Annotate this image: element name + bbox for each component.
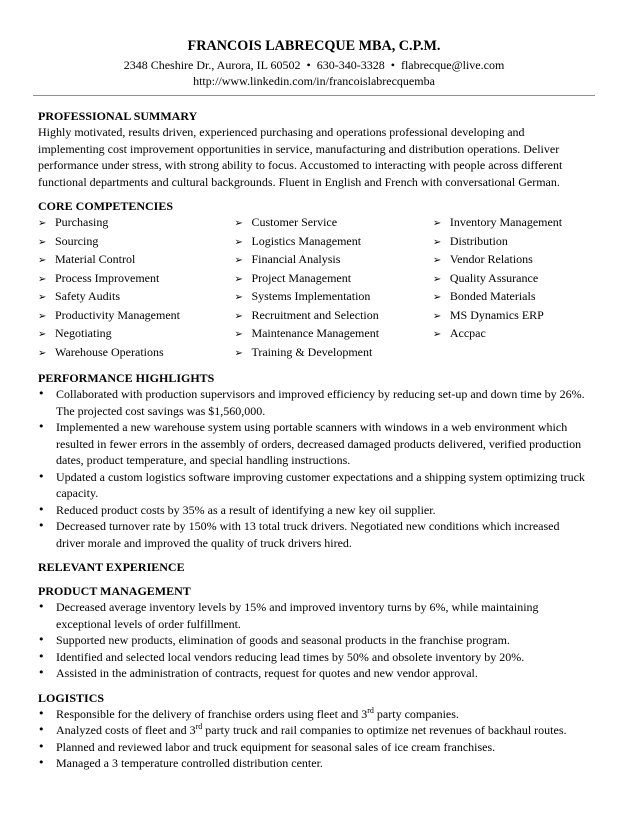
bullet-icon: • bbox=[38, 387, 45, 400]
bullet-icon: • bbox=[38, 502, 45, 516]
competency-item bbox=[234, 307, 432, 326]
list-item-text: Implemented a new warehouse system using portable scanners with windows in a web environment which resulted in fewer errors in the assembly of orders, decreased damaged products delivered, verified production dates, product temperature, and special handling instructions. bbox=[56, 420, 582, 467]
competencies-column-3 bbox=[433, 214, 590, 362]
arrow-bullet-icon: ➢ bbox=[234, 292, 243, 303]
list-item bbox=[38, 386, 590, 419]
competency-label: MS Dynamics ERP bbox=[449, 307, 544, 322]
bullet-icon: • bbox=[38, 666, 45, 679]
competency-item bbox=[234, 270, 432, 289]
competency-item bbox=[433, 307, 590, 326]
arrow-bullet-icon: ➢ bbox=[432, 218, 442, 229]
competency-label: Training & Development bbox=[251, 344, 373, 359]
arrow-bullet-icon: ➢ bbox=[432, 255, 442, 266]
competencies-column-1 bbox=[38, 214, 234, 362]
product-management-list bbox=[38, 599, 590, 682]
arrow-bullet-icon: ➢ bbox=[432, 273, 442, 285]
competency-item bbox=[38, 233, 234, 252]
list-item-text: Decreased average inventory levels by 15% and improved inventory turns by 6%, while maintaining exceptional levels of order fulfillment. bbox=[56, 600, 539, 631]
arrow-bullet-icon: ➢ bbox=[38, 255, 47, 266]
competencies-grid bbox=[38, 214, 590, 362]
arrow-bullet-icon: ➢ bbox=[234, 329, 243, 340]
competency-label: Project Management bbox=[251, 270, 352, 285]
section-title-experience: RELEVANT EXPERIENCE bbox=[38, 560, 185, 574]
resume-header bbox=[38, 37, 590, 89]
competency-item bbox=[234, 233, 432, 252]
competency-item bbox=[38, 270, 234, 289]
competency-label: Accpac bbox=[449, 326, 486, 340]
separator-dot: • bbox=[306, 58, 311, 72]
arrow-bullet-icon: ➢ bbox=[38, 292, 47, 303]
arrow-bullet-icon: ➢ bbox=[38, 218, 47, 229]
list-item bbox=[38, 469, 590, 502]
competency-item bbox=[38, 214, 234, 233]
subsection-title-logistics: LOGISTICS bbox=[38, 690, 105, 705]
arrow-bullet-icon: ➢ bbox=[38, 329, 47, 340]
competency-item bbox=[234, 288, 432, 307]
section-title-summary: PROFESSIONAL SUMMARY bbox=[38, 109, 198, 123]
competency-item bbox=[38, 325, 234, 344]
arrow-bullet-icon: ➢ bbox=[234, 255, 243, 266]
competency-label: Systems Implementation bbox=[251, 289, 371, 303]
list-item bbox=[38, 632, 590, 649]
competency-label: Logistics Management bbox=[251, 233, 362, 248]
bullet-icon: • bbox=[38, 706, 45, 720]
bullet-icon: • bbox=[38, 519, 45, 532]
list-item-text: Collaborated with production supervisors and improved efficiency by reducing set-up and down time by 26%. The projected cost savings was $1,560,000. bbox=[56, 387, 585, 418]
competency-item bbox=[38, 288, 234, 307]
list-item bbox=[38, 419, 590, 469]
linkedin-link[interactable]: http://www.linkedin.com/in/francoislabrecquemba bbox=[193, 74, 435, 88]
competency-label: Process Improvement bbox=[55, 270, 160, 285]
competency-item bbox=[234, 344, 432, 363]
competency-item bbox=[38, 251, 234, 270]
arrow-bullet-icon: ➢ bbox=[38, 347, 47, 359]
competency-label: Inventory Management bbox=[449, 215, 563, 229]
list-item: • Responsible for the delivery of franchise orders using fleet and 3rd party companies. bbox=[38, 705, 459, 721]
logistics-list bbox=[38, 706, 590, 772]
competency-label: Vendor Relations bbox=[449, 252, 533, 266]
competency-label: Negotiating bbox=[55, 326, 112, 340]
bullet-icon: • bbox=[38, 649, 45, 663]
competency-label: Quality Assurance bbox=[449, 270, 539, 285]
competency-item bbox=[433, 214, 590, 233]
arrow-bullet-icon: ➢ bbox=[38, 310, 47, 322]
arrow-bullet-icon: ➢ bbox=[234, 310, 243, 322]
list-item: • Planned and reviewed labor and truck equipment for seasonal sales of ice cream franchises. bbox=[38, 739, 496, 754]
list-item bbox=[38, 502, 590, 519]
competency-label: Bonded Materials bbox=[449, 289, 536, 303]
competency-item bbox=[234, 214, 432, 233]
arrow-bullet-icon: ➢ bbox=[234, 236, 243, 248]
summary-text: Highly motivated, results driven, experienced purchasing and operations professional developing and implementing cost improvement opportunities in service, manufacturing and distribution operations. Deliver performance under stress, with strong ability to focus. Accustomed to interacting with people across different functional departments and cultural backgrounds. Fluent in English and French with conversational German. bbox=[38, 125, 563, 189]
bullet-icon: • bbox=[38, 633, 45, 646]
arrow-bullet-icon: ➢ bbox=[432, 329, 442, 340]
competency-label: Material Control bbox=[55, 252, 136, 266]
competency-item bbox=[433, 325, 590, 344]
list-item bbox=[38, 599, 590, 632]
list-item bbox=[38, 518, 590, 551]
competency-label: Recruitment and Selection bbox=[251, 307, 379, 322]
arrow-bullet-icon: ➢ bbox=[432, 310, 442, 322]
competency-label: Maintenance Management bbox=[251, 326, 380, 340]
competency-label: Purchasing bbox=[55, 215, 109, 229]
bullet-icon: • bbox=[38, 739, 45, 753]
list-item-text: Supported new products, elimination of goods and seasonal products in the franchise program. bbox=[56, 633, 510, 647]
arrow-bullet-icon: ➢ bbox=[234, 347, 243, 359]
list-item bbox=[38, 649, 590, 666]
competency-label: Sourcing bbox=[55, 233, 99, 248]
bullet-icon: • bbox=[38, 469, 45, 483]
section-title-competencies: CORE COMPETENCIES bbox=[38, 199, 174, 213]
bullet-icon: • bbox=[38, 723, 45, 736]
arrow-bullet-icon: ➢ bbox=[432, 236, 442, 248]
competency-item bbox=[433, 270, 590, 289]
subsection-title-product-management: PRODUCT MANAGEMENT bbox=[38, 584, 191, 598]
section-title-highlights: PERFORMANCE HIGHLIGHTS bbox=[38, 371, 215, 385]
candidate-name: FRANCOIS LABRECQUE MBA, C.P.M. bbox=[187, 38, 441, 54]
list-item: • Managed a 3 temperature controlled distribution center. bbox=[38, 756, 323, 770]
address: 2348 Cheshire Dr., Aurora, IL 60502 bbox=[123, 58, 301, 72]
list-item-text: Reduced product costs by 35% as a result of identifying a new key oil supplier. bbox=[56, 502, 436, 517]
arrow-bullet-icon: ➢ bbox=[38, 273, 47, 285]
list-item-text: Decreased turnover rate by 150% with 13 total truck drivers. Negotiated new conditions which increased driver morale and improved the quality of truck drivers hired. bbox=[56, 519, 560, 550]
competencies-column-2 bbox=[234, 214, 432, 362]
list-item bbox=[38, 665, 590, 682]
competency-item bbox=[433, 251, 590, 270]
list-item-text: Updated a custom logistics software improving customer expectations and a shipping system optimizing truck capacity. bbox=[56, 469, 585, 500]
contact-line bbox=[38, 57, 590, 73]
email-link[interactable]: flabrecque@live.com bbox=[400, 58, 505, 72]
header-divider bbox=[33, 95, 595, 96]
arrow-bullet-icon: ➢ bbox=[234, 273, 243, 285]
competency-item bbox=[433, 233, 590, 252]
bullet-icon: • bbox=[38, 600, 45, 613]
list-item-text: Identified and selected local vendors reducing lead times by 50% and obsolete inventory by 20%. bbox=[56, 649, 525, 664]
competency-item bbox=[234, 251, 432, 270]
competency-item bbox=[433, 288, 590, 307]
competency-label: Customer Service bbox=[251, 215, 338, 229]
separator-dot: • bbox=[390, 58, 395, 72]
competency-label: Financial Analysis bbox=[251, 252, 341, 266]
phone: 630-340-3328 bbox=[316, 58, 385, 72]
competency-item bbox=[38, 344, 234, 363]
list-item: • Analyzed costs of fleet and 3rd party truck and rail companies to optimize net revenues of backhaul routes. bbox=[38, 722, 567, 737]
competency-item bbox=[38, 307, 234, 326]
arrow-bullet-icon: ➢ bbox=[38, 236, 47, 248]
competency-label: Distribution bbox=[449, 233, 508, 248]
competency-item bbox=[234, 325, 432, 344]
arrow-bullet-icon: ➢ bbox=[234, 218, 243, 229]
arrow-bullet-icon: ➢ bbox=[432, 292, 442, 303]
bullet-icon: • bbox=[38, 420, 45, 433]
competency-label: Safety Audits bbox=[55, 289, 120, 303]
list-item-text: Assisted in the administration of contracts, request for quotes and new vendor approval. bbox=[56, 666, 478, 680]
bullet-icon: • bbox=[38, 756, 45, 769]
competency-label: Productivity Management bbox=[55, 307, 180, 322]
highlights-list bbox=[38, 386, 590, 551]
competency-label: Warehouse Operations bbox=[55, 344, 164, 359]
